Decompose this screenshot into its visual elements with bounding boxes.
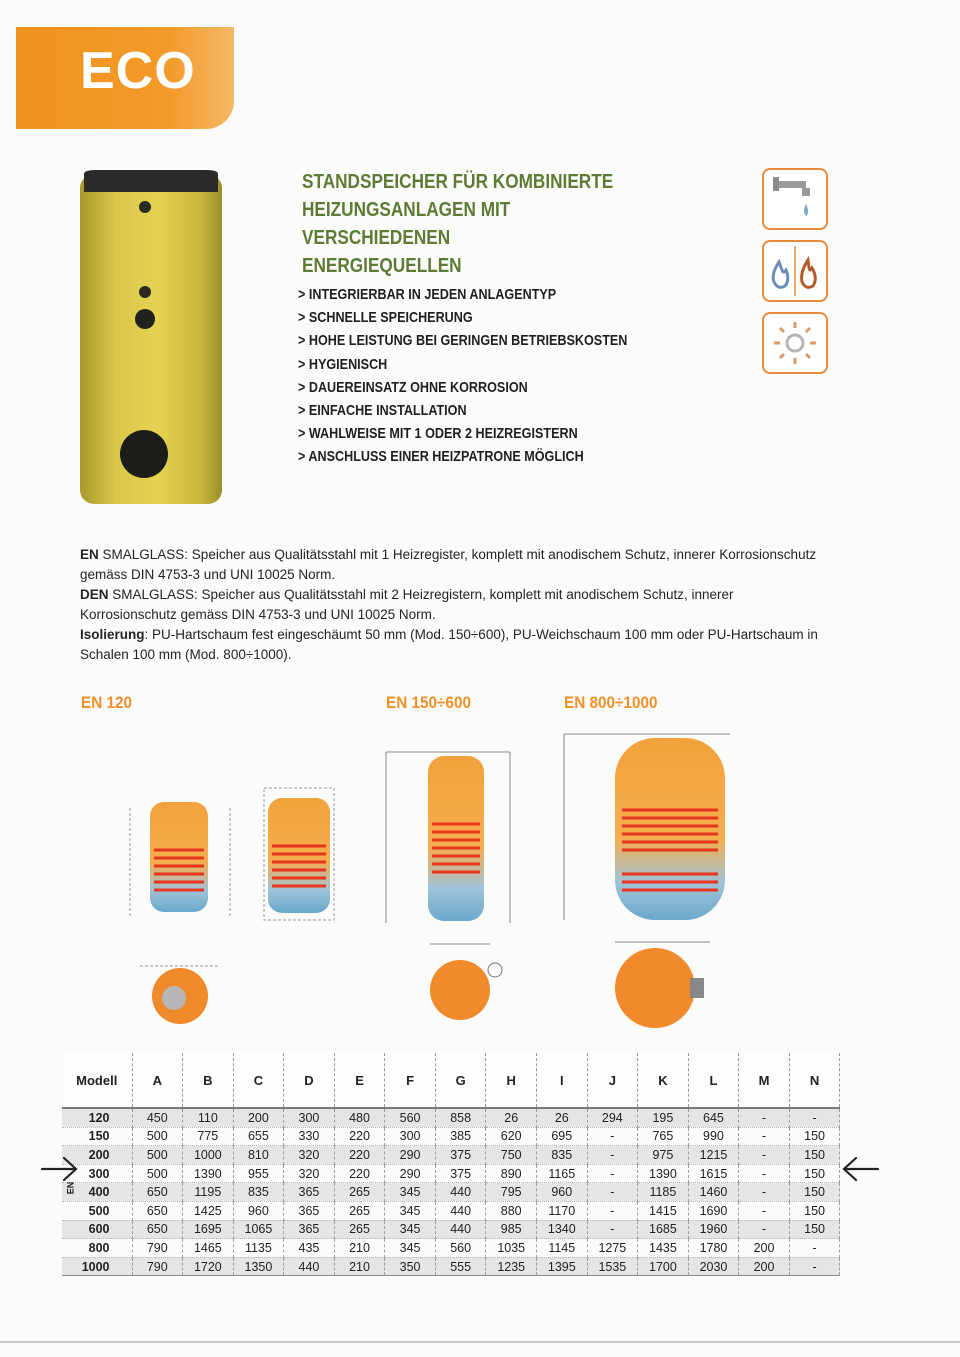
feature-item: > HYGIENISCH (298, 355, 388, 373)
table-cell: 150 (789, 1164, 840, 1183)
model-cell: 300 (62, 1164, 132, 1183)
table-cell: 890 (486, 1164, 537, 1183)
table-cell: 775 (183, 1127, 234, 1146)
column-header: H (486, 1053, 537, 1108)
table-cell: 1695 (183, 1220, 234, 1239)
column-header: I (537, 1053, 588, 1108)
table-cell: 300 (284, 1108, 335, 1127)
table-cell: 300 (385, 1127, 436, 1146)
technical-drawings (70, 728, 750, 1038)
feature-item: > SCHNELLE SPEICHERUNG (298, 309, 473, 327)
table-cell: 375 (435, 1146, 486, 1165)
table-cell: - (739, 1183, 790, 1202)
table-cell: 320 (284, 1164, 335, 1183)
table-cell: 150 (789, 1201, 840, 1220)
table-cell: 835 (233, 1183, 284, 1202)
column-header: L (688, 1053, 739, 1108)
table-cell: 320 (284, 1146, 335, 1165)
table-cell: 365 (284, 1201, 335, 1220)
table-row (62, 1146, 840, 1165)
feature-item: > INTEGRIERBAR IN JEDEN ANLAGENTYP (298, 286, 557, 303)
table-cell: 1340 (537, 1220, 588, 1239)
table-cell: 1615 (688, 1164, 739, 1183)
drawing-en120-front (264, 788, 334, 920)
section-label-en150-600: EN 150÷600 (386, 693, 471, 712)
drawing-en120-side (130, 802, 230, 918)
model-cell: 400 (62, 1183, 132, 1202)
table-cell: 650 (132, 1201, 183, 1220)
table-cell: 294 (587, 1108, 638, 1127)
en-label: EN (80, 547, 99, 562)
table-cell: 790 (132, 1257, 183, 1276)
table-cell: 150 (789, 1127, 840, 1146)
column-header: A (132, 1053, 183, 1108)
column-header: E (334, 1053, 385, 1108)
table-cell: 150 (789, 1183, 840, 1202)
table-cell: 695 (537, 1127, 588, 1146)
table-cell: 220 (334, 1127, 385, 1146)
eco-banner (16, 27, 234, 129)
table-cell: - (789, 1108, 840, 1127)
table-cell: 1960 (688, 1220, 739, 1239)
table-cell: 560 (435, 1239, 486, 1258)
drawing-en800-1000-side (564, 734, 730, 920)
column-header: K (638, 1053, 689, 1108)
drawing-en150-600-top (430, 944, 502, 1020)
table-cell: 500 (132, 1164, 183, 1183)
column-header: N (789, 1053, 840, 1108)
en-side-label: EN (65, 1181, 76, 1195)
drawing-en120-top (140, 966, 220, 1024)
table-cell: 440 (435, 1183, 486, 1202)
table-row (62, 1220, 840, 1239)
table-cell: 200 (739, 1257, 790, 1276)
table-row (62, 1164, 840, 1183)
feature-item: > WAHLWEISE MIT 1 ODER 2 HEIZREGISTERN (298, 425, 578, 443)
table-cell: 880 (486, 1201, 537, 1220)
table-cell: 350 (385, 1257, 436, 1276)
table-cell: 220 (334, 1164, 385, 1183)
table-cell: 110 (183, 1108, 234, 1127)
table-cell: - (739, 1108, 790, 1127)
table-cell: 795 (486, 1183, 537, 1202)
table-cell: 265 (334, 1201, 385, 1220)
insulation-text: : PU-Hartschaum fest eingeschäumt 50 mm (Mod. 150÷600), PU-Weichschaum 100 mm oder PU-Hartschaum in Schalen 100 mm (Mod. 800÷1000). (80, 627, 818, 662)
table-cell: 500 (132, 1146, 183, 1165)
table-cell: 1390 (638, 1164, 689, 1183)
feature-item: > EINFACHE INSTALLATION (298, 402, 467, 420)
table-cell: 1415 (638, 1201, 689, 1220)
table-cell: 1460 (688, 1183, 739, 1202)
table-cell: - (587, 1146, 638, 1165)
table-cell: 345 (385, 1201, 436, 1220)
table-cell: 560 (385, 1108, 436, 1127)
table-cell: - (789, 1239, 840, 1258)
column-header: C (233, 1053, 284, 1108)
table-cell: 1185 (638, 1183, 689, 1202)
table-cell: 500 (132, 1127, 183, 1146)
page-bottom-edge (0, 1341, 960, 1343)
model-cell: 800 (62, 1239, 132, 1258)
table-cell: 1700 (638, 1257, 689, 1276)
table-cell: - (739, 1146, 790, 1165)
table-cell: 195 (638, 1108, 689, 1127)
table-cell: 1035 (486, 1239, 537, 1258)
dimensions-table (62, 1053, 840, 1276)
table-cell: 750 (486, 1146, 537, 1165)
table-cell: - (739, 1220, 790, 1239)
table-body (62, 1108, 840, 1276)
table-cell: 1195 (183, 1183, 234, 1202)
section-label-en120: EN 120 (81, 693, 133, 712)
table-cell: - (739, 1201, 790, 1220)
product-heading: STANDSPEICHER FÜR KOMBINIERTE HEIZUNGSANLAGEN MIT VERSCHIEDENEN ENERGIEQUELLEN (302, 171, 614, 277)
description-block (80, 545, 828, 665)
table-cell: 345 (385, 1220, 436, 1239)
model-cell: 600 (62, 1220, 132, 1239)
table-cell: 210 (334, 1239, 385, 1258)
column-header: B (183, 1053, 234, 1108)
table-cell: 1395 (537, 1257, 588, 1276)
table-cell: 1235 (486, 1257, 537, 1276)
table-cell: 265 (334, 1183, 385, 1202)
table-cell: 858 (435, 1108, 486, 1127)
table-cell: 210 (334, 1257, 385, 1276)
table-row (62, 1183, 840, 1202)
den-description (80, 585, 828, 625)
water-tap-icon (762, 168, 828, 230)
feature-item: > ANSCHLUSS EINER HEIZPATRONE MÖGLICH (298, 448, 584, 466)
table-cell: 450 (132, 1108, 183, 1127)
table-cell: 365 (284, 1220, 335, 1239)
table-cell: 985 (486, 1220, 537, 1239)
column-header: M (739, 1053, 790, 1108)
table-cell: 330 (284, 1127, 335, 1146)
table-row (62, 1239, 840, 1258)
table-cell: - (739, 1127, 790, 1146)
den-label: DEN (80, 587, 109, 602)
table-cell: 835 (537, 1146, 588, 1165)
table-cell: 200 (739, 1239, 790, 1258)
feature-item: > HOHE LEISTUNG BEI GERINGEN BETRIEBSKOSTEN (298, 332, 628, 350)
table-cell: 650 (132, 1220, 183, 1239)
table-cell: 375 (435, 1164, 486, 1183)
table-cell: 220 (334, 1146, 385, 1165)
table-cell: 1145 (537, 1239, 588, 1258)
table-cell: 2030 (688, 1257, 739, 1276)
table-cell: 555 (435, 1257, 486, 1276)
solar-sun-icon (762, 312, 828, 374)
table-cell: 440 (435, 1201, 486, 1220)
table-cell: - (587, 1201, 638, 1220)
feature-item: > DAUEREINSATZ OHNE KORROSION (298, 378, 528, 396)
model-cell: 500 (62, 1201, 132, 1220)
den-text: SMALGLASS: Speicher aus Qualitätsstahl mit 2 Heizregistern, komplett mit anodischem Schutz, innerer Korrosionschutz gemäss DIN 4753-3 und UNI 10025 Norm. (80, 587, 734, 622)
table-cell: 290 (385, 1146, 436, 1165)
table-cell: 345 (385, 1239, 436, 1258)
insulation-description (80, 625, 828, 665)
table-cell: 1720 (183, 1257, 234, 1276)
table-row (62, 1201, 840, 1220)
en-text: SMALGLASS: Speicher aus Qualitätsstahl mit 1 Heizregister, komplett mit anodischem Schutz, innerer Korrosionschutz gemäss DIN 4753-3 und UNI 10025 Norm. (80, 547, 817, 582)
column-header: D (284, 1053, 335, 1108)
table-cell: 975 (638, 1146, 689, 1165)
table-cell: 200 (233, 1108, 284, 1127)
table-cell: 480 (334, 1108, 385, 1127)
table-cell: 385 (435, 1127, 486, 1146)
model-cell: 150 (62, 1127, 132, 1146)
table-cell: 1215 (688, 1146, 739, 1165)
en-description (80, 545, 828, 585)
table-cell: 1065 (233, 1220, 284, 1239)
table-cell: 1535 (587, 1257, 638, 1276)
table-cell: 650 (132, 1183, 183, 1202)
table-cell: 620 (486, 1127, 537, 1146)
table-cell: 645 (688, 1108, 739, 1127)
table-header-row (62, 1053, 840, 1108)
table-cell: 790 (132, 1239, 183, 1258)
table-cell: - (587, 1220, 638, 1239)
table-cell: - (587, 1164, 638, 1183)
column-header: G (435, 1053, 486, 1108)
table-cell: 1135 (233, 1239, 284, 1258)
table-row (62, 1257, 840, 1276)
table-cell: 345 (385, 1183, 436, 1202)
table-cell: 1170 (537, 1201, 588, 1220)
table-cell: 1435 (638, 1239, 689, 1258)
table-cell: 26 (537, 1108, 588, 1127)
table-cell: 1425 (183, 1201, 234, 1220)
model-cell: 1000 (62, 1257, 132, 1276)
table-cell: 435 (284, 1239, 335, 1258)
drawing-en150-600-side (386, 752, 510, 923)
table-cell: 1000 (183, 1146, 234, 1165)
table-cell: 1350 (233, 1257, 284, 1276)
table-cell: 1465 (183, 1239, 234, 1258)
table-cell: 1780 (688, 1239, 739, 1258)
table-cell: 290 (385, 1164, 436, 1183)
table-cell: 1390 (183, 1164, 234, 1183)
table-cell: 655 (233, 1127, 284, 1146)
column-header: Modell (62, 1053, 132, 1108)
table-cell: - (789, 1257, 840, 1276)
tank-photo (70, 170, 230, 515)
table-cell: 810 (233, 1146, 284, 1165)
table-row (62, 1127, 840, 1146)
table-cell: 1685 (638, 1220, 689, 1239)
table-cell: 765 (638, 1127, 689, 1146)
feature-list (298, 283, 690, 469)
table-cell: 265 (334, 1220, 385, 1239)
table-cell: 150 (789, 1146, 840, 1165)
brand-label: ECO (80, 42, 196, 100)
table-cell: 1275 (587, 1239, 638, 1258)
table-cell: 1690 (688, 1201, 739, 1220)
table-cell: 150 (789, 1220, 840, 1239)
table-cell: - (587, 1183, 638, 1202)
table-cell: 26 (486, 1108, 537, 1127)
table-cell: 365 (284, 1183, 335, 1202)
drawing-en800-1000-top (615, 942, 710, 1028)
insulation-label: Isolierung (80, 627, 145, 642)
model-cell: 120 (62, 1108, 132, 1127)
table-cell: 440 (435, 1220, 486, 1239)
column-header: J (587, 1053, 638, 1108)
handwritten-arrow-left-icon (40, 1154, 80, 1184)
section-label-en800-1000: EN 800÷1000 (564, 693, 658, 712)
handwritten-arrow-right-icon (838, 1154, 880, 1184)
table-cell: 440 (284, 1257, 335, 1276)
table-cell: 990 (688, 1127, 739, 1146)
table-cell: - (587, 1127, 638, 1146)
column-header: F (385, 1053, 436, 1108)
table-cell: 960 (233, 1201, 284, 1220)
table-cell: 960 (537, 1183, 588, 1202)
table-row (62, 1108, 840, 1127)
table-cell: - (739, 1164, 790, 1183)
table-cell: 1165 (537, 1164, 588, 1183)
table-cell: 955 (233, 1164, 284, 1183)
model-cell: 200 (62, 1146, 132, 1165)
gas-flame-icon (762, 240, 828, 302)
